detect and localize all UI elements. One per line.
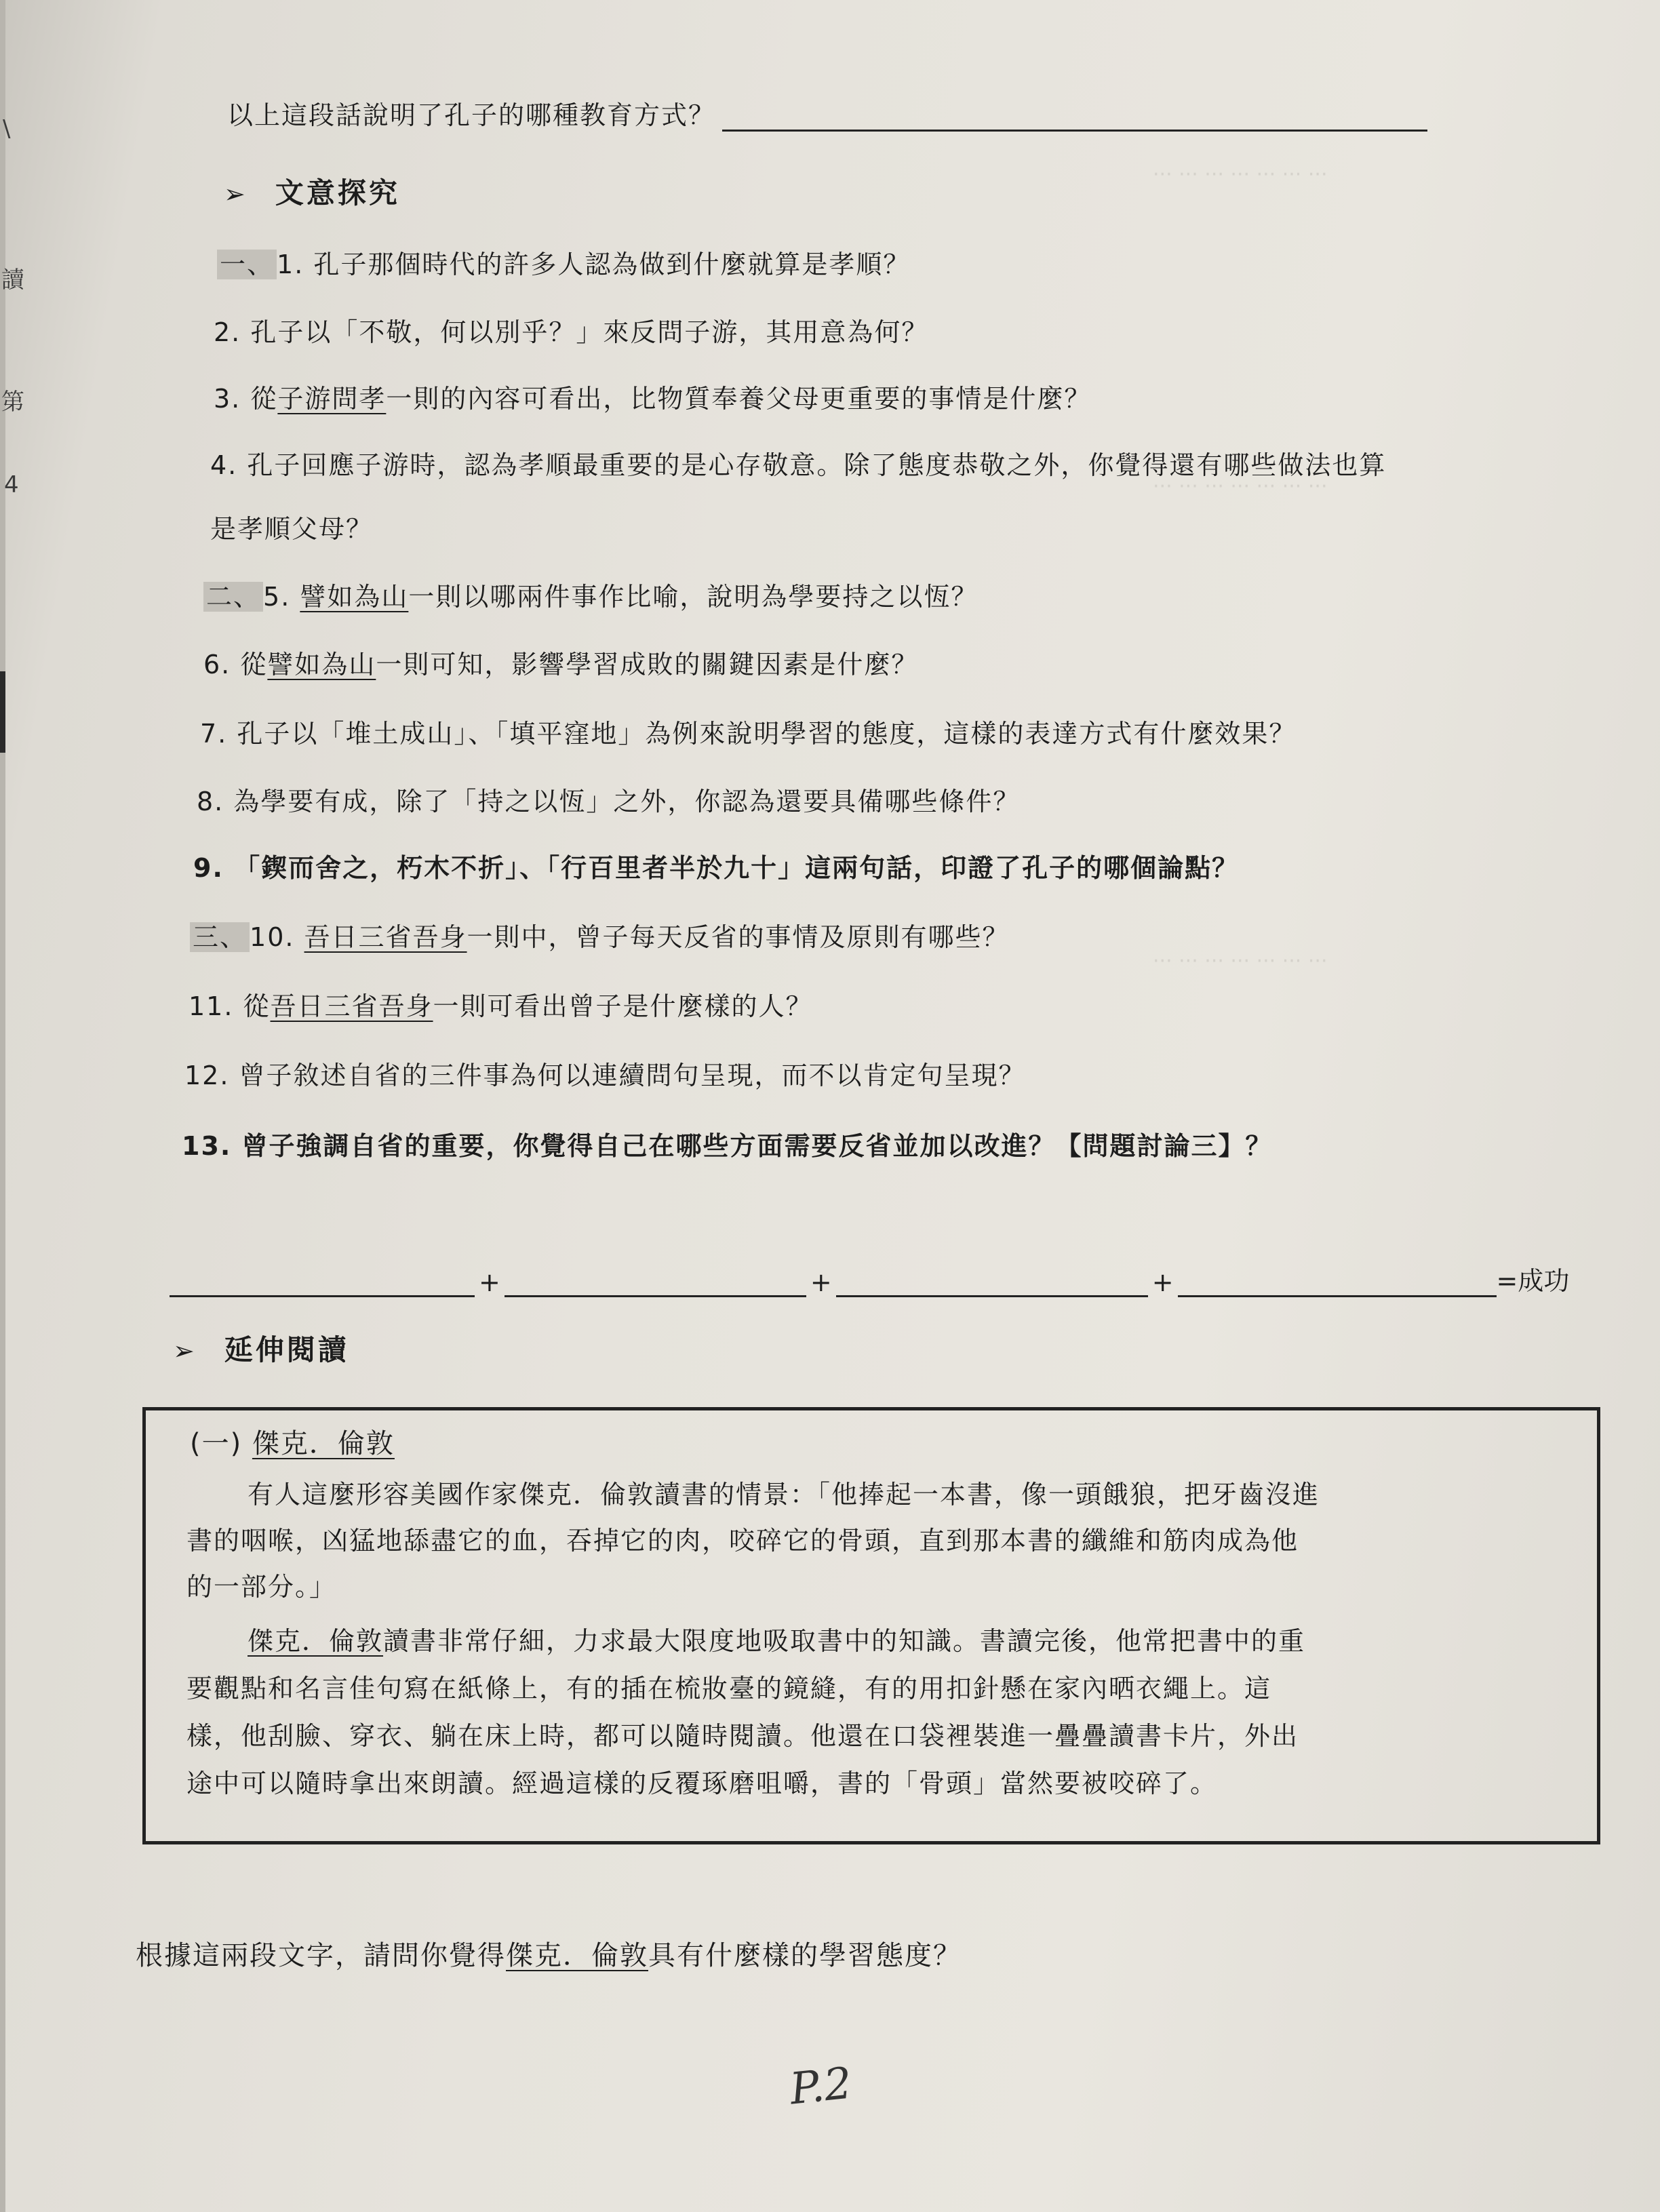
reading-paragraph-1-line-1: 有人這麼形容美國作家傑克．倫敦讀書的情景：「他捧起一本書，像一頭餓狼，把牙齒沒進 — [248, 1480, 1320, 1509]
plus-sign: + — [1151, 1267, 1174, 1297]
group-marker-two: 二、 — [203, 582, 263, 612]
question-text: 11. 從 — [189, 991, 271, 1021]
reading-heading — [190, 1427, 395, 1460]
question-1 — [217, 248, 910, 281]
formula-blank-4[interactable] — [1178, 1268, 1497, 1297]
question-4-line-1: 4. 孔子回應子游時，認為孝順最重要的是心存敬意。除了態度恭敬之外，你覺得還有哪些做法也算 — [210, 450, 1387, 480]
plus-sign: + — [810, 1267, 832, 1297]
question-11 — [189, 990, 813, 1023]
bleed-through-texture: ··· ··· ··· ··· ··· ··· ··· — [1153, 475, 1328, 498]
formula-blank-1[interactable] — [170, 1268, 475, 1297]
formula-blank-2[interactable] — [505, 1268, 806, 1297]
top-question-text: 以上這段話說明了孔子的哪種教育方式？ — [227, 100, 716, 130]
edge-mark-b: 第 — [1, 389, 24, 416]
reading-paragraph-2-line-2: 要觀點和名言佳句寫在紙條上，有的插在梳妝臺的鏡縫，有的用扣針懸在家內晒衣繩上。這 — [186, 1674, 1272, 1703]
question-text: 具有什麼樣的學習態度？ — [648, 1940, 962, 1971]
edge-mark-top: \ — [3, 115, 11, 142]
proper-noun-underlined: 吾日三省吾身 — [270, 991, 433, 1021]
question-4-line-2: 是孝順父母？ — [210, 514, 374, 544]
proper-noun-underlined: 傑克．倫敦 — [248, 1626, 384, 1656]
handwritten-page-number: P.2 — [787, 2058, 854, 2115]
question-text: 10. — [250, 922, 304, 952]
left-edge-dark-mark — [0, 671, 5, 753]
plus-sign: + — [479, 1267, 500, 1297]
bleed-through-texture: ··· ··· ··· ··· ··· ··· ··· — [1153, 163, 1328, 186]
edge-mark-c: 4 — [4, 471, 19, 498]
proper-noun-underlined: 譬如為山 — [300, 582, 409, 612]
question-6 — [203, 648, 918, 681]
reading-heading-name: 傑克．倫敦 — [252, 1428, 395, 1459]
left-page-edge — [0, 0, 5, 2212]
question-text: 一則中，曾子每天反省的事情及原則有哪些？ — [467, 922, 1010, 952]
reading-paragraph-1-line-3: 的一部分。」 — [186, 1572, 337, 1602]
proper-noun-underlined: 譬如為山 — [267, 650, 376, 679]
question-text: 根據這兩段文字，請問你覺得 — [136, 1940, 506, 1971]
top-question-answer-blank[interactable] — [722, 102, 1427, 132]
reading-paragraph-2-line-4: 途中可以隨時拿出來朗讀。經過這樣的反覆琢磨咀嚼，書的「骨頭」當然要被咬碎了。 — [186, 1769, 1218, 1798]
section-heading-extended-reading — [173, 1328, 349, 1368]
section-heading-meaning — [224, 171, 400, 212]
question-text: 一則的內容可看出，比物質奉養父母更重要的事情是什麼？ — [386, 384, 1092, 414]
question-10 — [190, 921, 1010, 953]
question-text: 一則以哪兩件事作比喻，說明為學要持之以恆？ — [408, 582, 979, 612]
formula-blank-3[interactable] — [836, 1268, 1148, 1297]
formula-result: =成功 — [1496, 1266, 1570, 1296]
question-9: 9. 「鍥而舍之，朽木不折」、「行百里者半於九十」這兩句話，印證了孔子的哪個論點？ — [193, 853, 1240, 883]
group-marker-three: 三、 — [190, 922, 250, 952]
question-text: 一則可看出曾子是什麼樣的人？ — [433, 991, 813, 1021]
bleed-through-texture: ··· ··· ··· ··· ··· ··· ··· — [1153, 949, 1328, 973]
final-question — [136, 1939, 962, 1972]
reading-paragraph-1-line-2: 書的咽喉，凶猛地舔盡它的血，吞掉它的肉，咬碎它的骨頭，直到那本書的纖維和筋肉成為他 — [186, 1526, 1299, 1556]
reading-text: 讀書非常仔細，力求最大限度地吸取書中的知識。書讀完後，他常把書中的重 — [383, 1626, 1306, 1656]
question-text: 5. — [263, 582, 300, 612]
question-7: 7. 孔子以「堆土成山」、「填平窪地」為例來說明學習的態度，這樣的表達方式有什麼效果？ — [200, 719, 1297, 749]
section-title: 文意探究 — [275, 176, 400, 210]
arrow-bullet-icon: ➢ — [224, 179, 248, 209]
edge-mark-a: 讀 — [1, 266, 24, 294]
proper-noun-underlined: 子游問孝 — [277, 384, 387, 414]
proper-noun-underlined: 吾日三省吾身 — [304, 922, 467, 952]
question-text: 3. 從 — [214, 384, 278, 414]
question-text: 6. 從 — [203, 650, 268, 679]
question-13: 13. 曾子強調自省的重要，你覺得自己在哪些方面需要反省並加以改進？【問題討論三】？ — [182, 1131, 1273, 1161]
question-12: 12. 曾子敘述自省的三件事為何以連續問句呈現，而不以肯定句呈現？ — [184, 1061, 1026, 1090]
question-text: 一則可知，影響學習成敗的關鍵因素是什麼？ — [376, 650, 919, 679]
top-question — [227, 99, 1427, 132]
arrow-bullet-icon: ➢ — [173, 1336, 197, 1366]
question-2: 2. 孔子以「不敬，何以別乎？」來反問子游，其用意為何？ — [214, 317, 929, 347]
reading-paragraph-2-line-3: 樣，他刮臉、穿衣、躺在床上時，都可以隨時閱讀。他還在口袋裡裝進一疊疊讀書卡片，外出 — [186, 1721, 1299, 1751]
question-text: 1. 孔子那個時代的許多人認為做到什麼就算是孝順？ — [277, 250, 911, 279]
question-3 — [214, 382, 1091, 415]
question-5 — [203, 580, 978, 613]
reading-passage-box — [142, 1407, 1600, 1844]
group-marker-one: 一、 — [217, 250, 277, 279]
proper-noun-underlined: 傑克．倫敦 — [506, 1940, 648, 1971]
success-formula — [170, 1260, 1569, 1297]
section-title: 延伸閱讀 — [224, 1333, 349, 1366]
reading-heading-number: (一) — [190, 1428, 252, 1459]
reading-paragraph-2-line-1 — [248, 1625, 1305, 1657]
question-8: 8. 為學要有成，除了「持之以恆」之外，你認為還要具備哪些條件？ — [197, 787, 1021, 816]
